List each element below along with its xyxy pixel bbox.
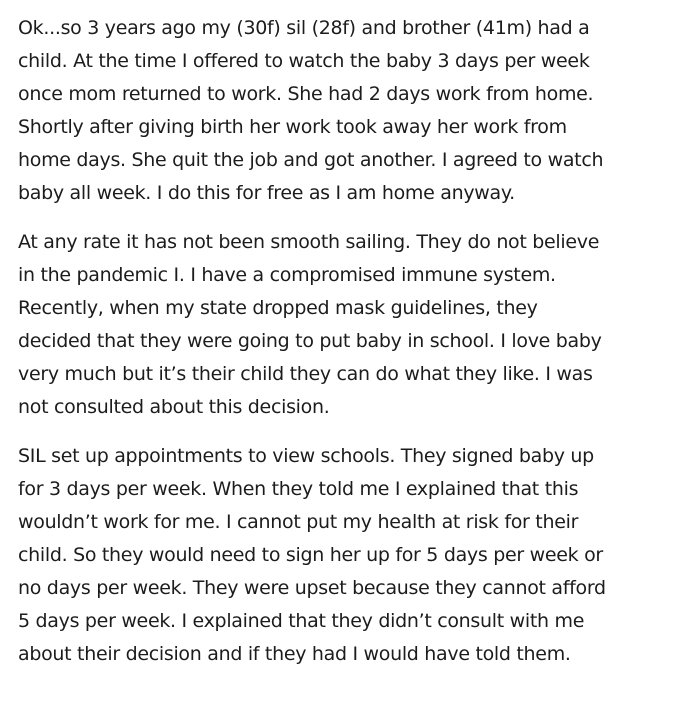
paragraph-1 [18, 12, 682, 210]
text-line: no days per week. They were upset because they cannot afford [18, 577, 606, 599]
text-line: wouldn’t work for me. I cannot put my health at risk for their [18, 511, 579, 533]
text-line: once mom returned to work. She had 2 days work from home. [18, 83, 594, 105]
text-line: SIL set up appointments to view schools. They signed baby up [18, 445, 594, 467]
text-line: At any rate it has not been smooth sailing. They do not believe [18, 231, 600, 253]
paragraph-3 [18, 440, 682, 671]
text-line: not consulted about this decision. [18, 396, 330, 418]
text-line: 5 days per week. I explained that they didn’t consult with me [18, 610, 585, 632]
text-line: baby all week. I do this for free as I am home anyway. [18, 182, 515, 204]
text-line: Recently, when my state dropped mask guidelines, they [18, 297, 538, 319]
text-line: for 3 days per week. When they told me I explained that this [18, 478, 579, 500]
text-line: home days. She quit the job and got another. I agreed to watch [18, 149, 604, 171]
text-line: child. At the time I offered to watch the baby 3 days per week [18, 50, 590, 72]
text-line: about their decision and if they had I would have told them. [18, 643, 571, 665]
text-line: decided that they were going to put baby in school. I love baby [18, 330, 602, 352]
text-line: child. So they would need to sign her up for 5 days per week or [18, 544, 603, 566]
text-line: Shortly after giving birth her work took away her work from [18, 116, 567, 138]
paragraph-2 [18, 226, 682, 424]
text-line: Ok...so 3 years ago my (30f) sil (28f) and brother (41m) had a [18, 17, 590, 39]
text-line: in the pandemic I. I have a compromised immune system. [18, 264, 556, 286]
text-line: very much but it’s their child they can do what they like. I was [18, 363, 593, 385]
